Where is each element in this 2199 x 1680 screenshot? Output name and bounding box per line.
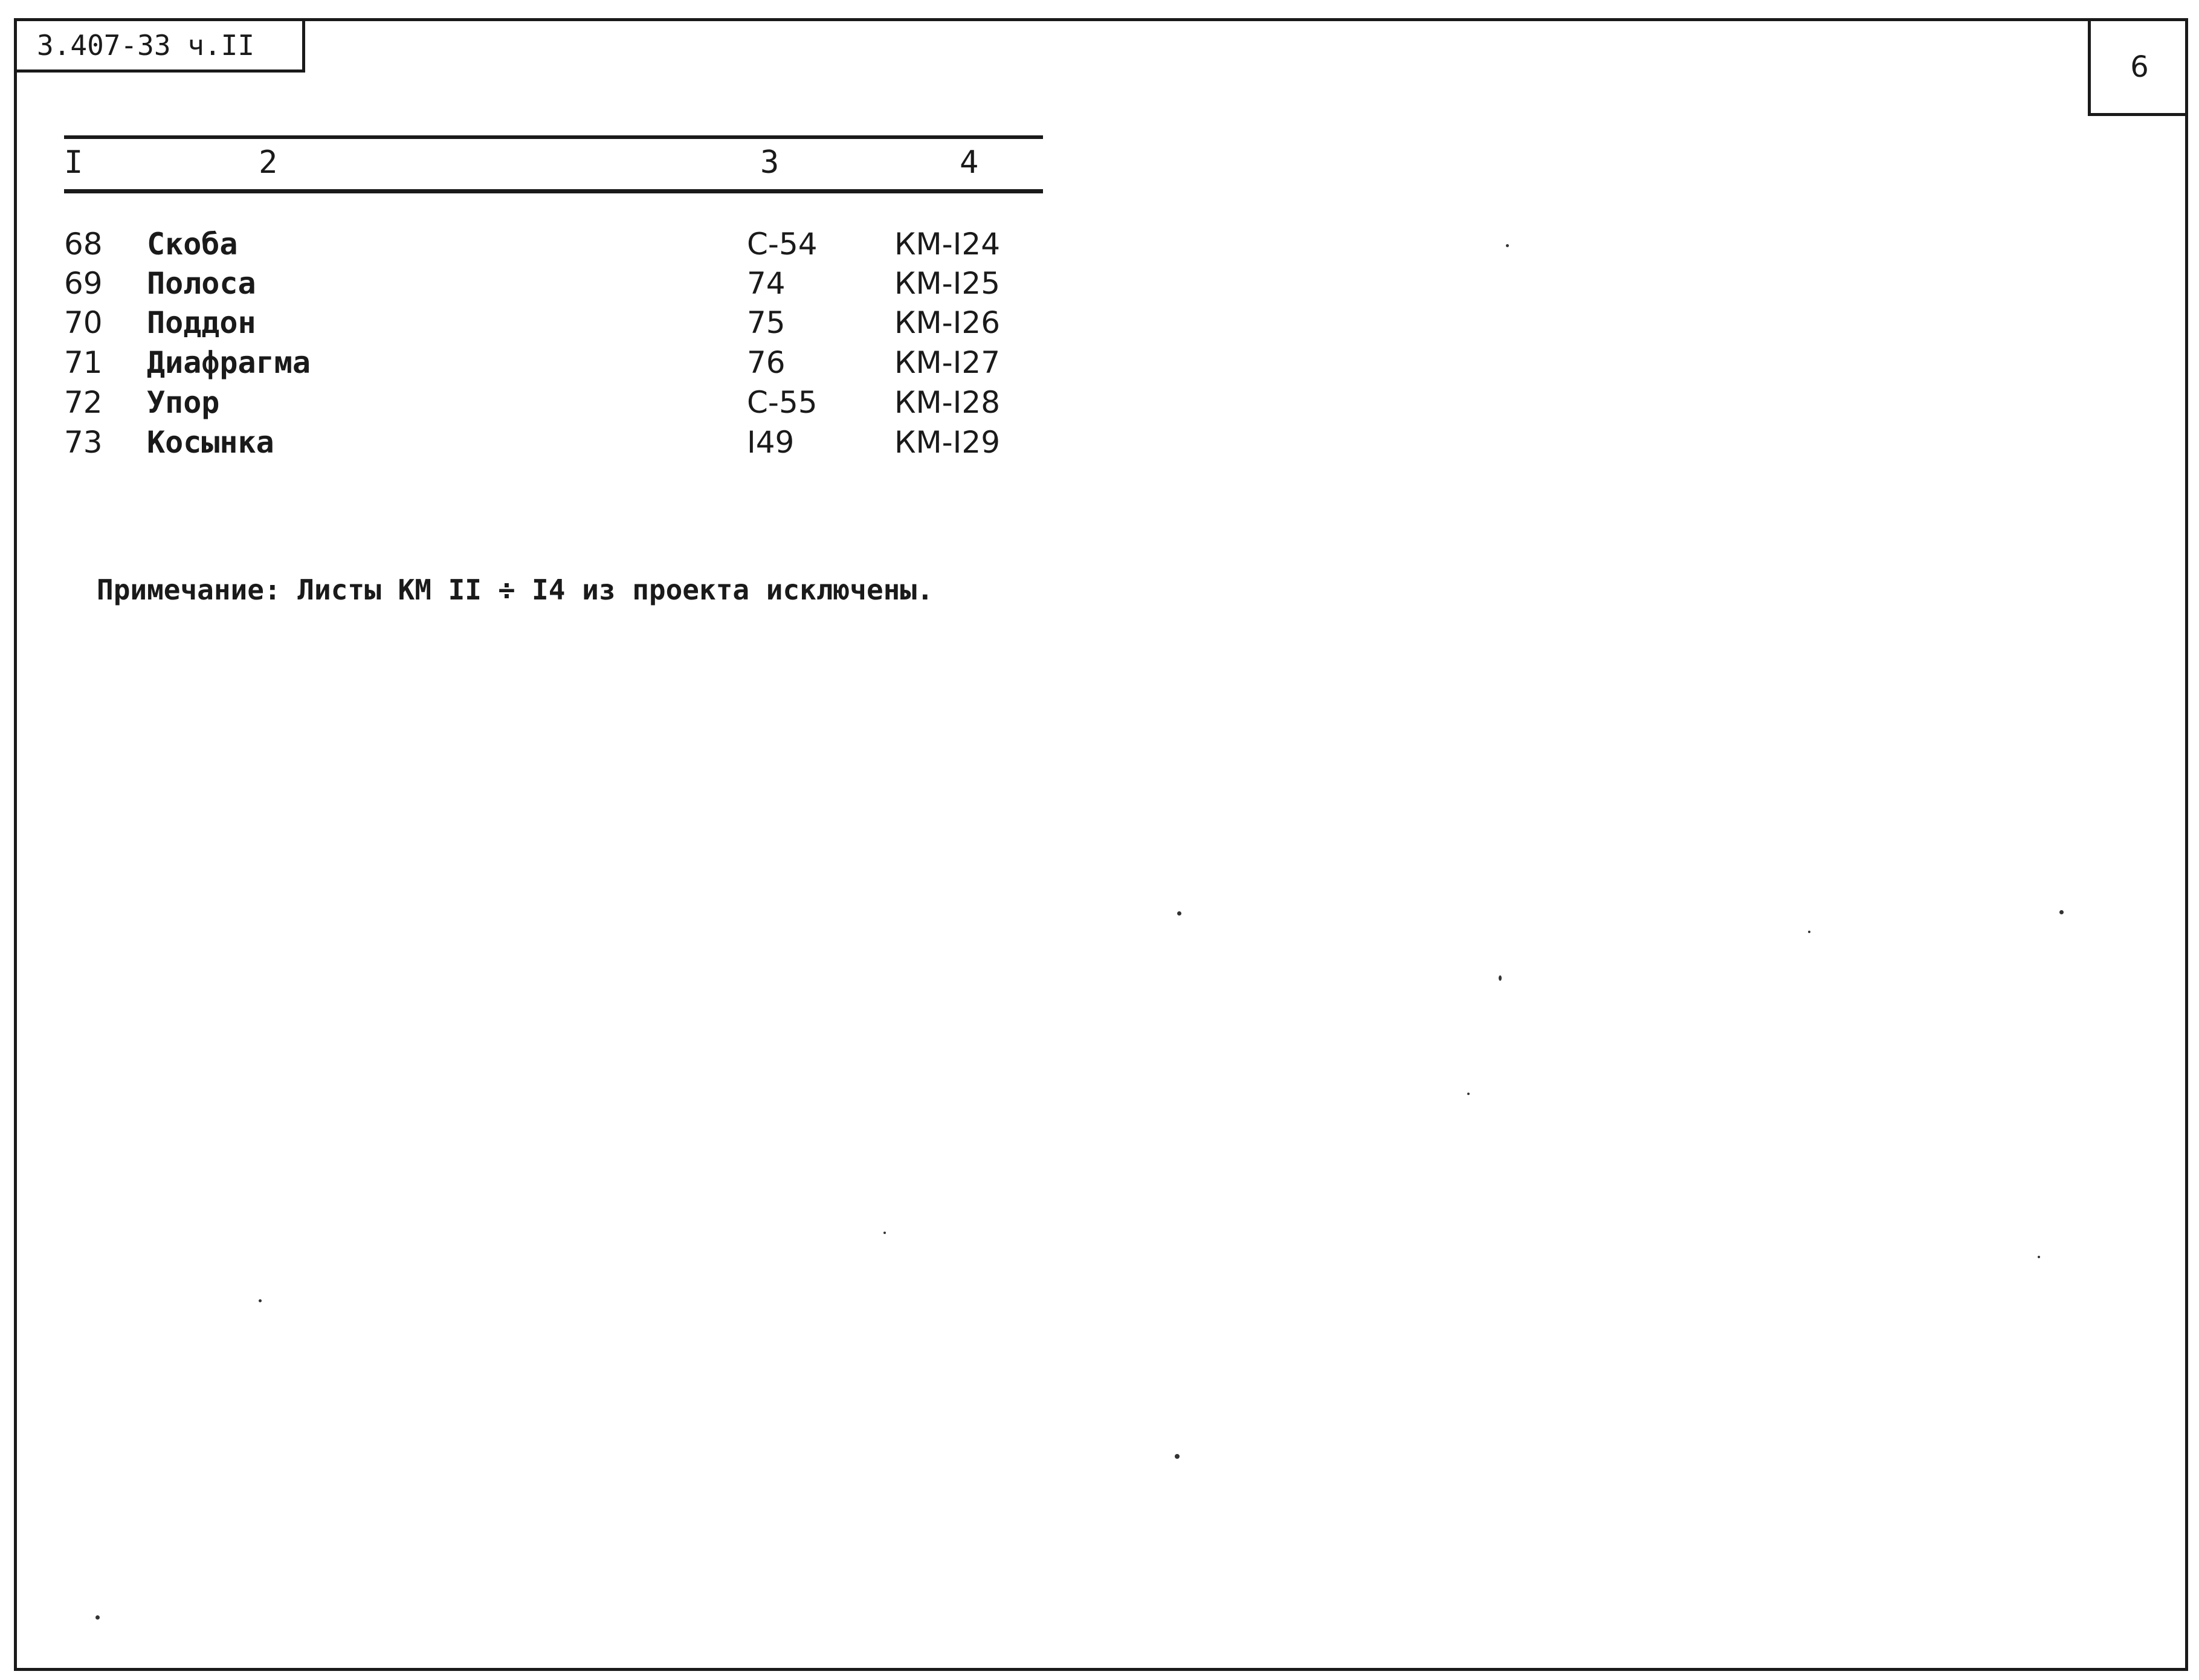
row-number: 72 — [64, 385, 103, 420]
item-name: Диафрагма — [147, 345, 311, 380]
footnote: Примечание: Листы КМ II ÷ I4 из проекта исключены. — [97, 573, 934, 606]
scan-speck — [883, 1232, 886, 1234]
row-number: 71 — [64, 345, 103, 380]
item-name: Упор — [147, 385, 220, 420]
table-header-rule — [64, 189, 1043, 193]
row-number: 69 — [64, 266, 103, 301]
item-name: Косынка — [147, 425, 274, 460]
scan-speck — [1177, 911, 1181, 916]
drawing-ref: КМ-I27 — [894, 345, 1001, 380]
table-row — [0, 225, 1088, 264]
column-header-1: I — [64, 144, 83, 181]
row-number: 68 — [64, 227, 103, 262]
scan-speck — [1506, 244, 1509, 247]
table-row — [0, 423, 1088, 462]
drawing-ref: КМ-I24 — [894, 227, 1001, 262]
scan-speck — [2038, 1256, 2040, 1258]
table-row — [0, 383, 1088, 422]
sheet-ref: С-55 — [747, 385, 818, 420]
item-name: Полоса — [147, 266, 256, 301]
scan-speck — [1467, 1093, 1470, 1095]
sheet-ref: 75 — [747, 305, 786, 340]
scan-speck — [1808, 931, 1810, 933]
table-top-rule — [64, 135, 1043, 139]
drawing-ref: КМ-I26 — [894, 305, 1001, 340]
drawing-ref: КМ-I25 — [894, 266, 1001, 301]
item-name: Поддон — [147, 305, 256, 340]
scan-speck — [1175, 1454, 1180, 1459]
item-name: Скоба — [147, 227, 238, 262]
row-number: 70 — [64, 305, 103, 340]
page-number-stamp — [2088, 18, 2188, 116]
column-header-2: 2 — [259, 144, 278, 181]
sheet-ref: С-54 — [747, 227, 818, 262]
document-code-stamp — [14, 18, 305, 73]
table-row — [0, 343, 1088, 383]
table-row — [0, 303, 1088, 343]
scan-speck — [2059, 910, 2064, 914]
document-code: 3.407-33 ч.II — [37, 29, 255, 62]
page-number: 6 — [2130, 50, 2149, 84]
scan-speck — [1499, 975, 1502, 981]
table-row — [0, 264, 1088, 303]
drawing-ref: КМ-I28 — [894, 385, 1001, 420]
drawing-ref: КМ-I29 — [894, 425, 1001, 460]
column-header-4: 4 — [960, 144, 979, 181]
sheet-ref: 74 — [747, 266, 786, 301]
scan-speck — [259, 1299, 262, 1302]
row-number: 73 — [64, 425, 103, 460]
column-header-3: 3 — [760, 144, 780, 181]
scan-speck — [95, 1615, 100, 1620]
sheet-ref: I49 — [747, 425, 795, 460]
sheet-ref: 76 — [747, 345, 786, 380]
